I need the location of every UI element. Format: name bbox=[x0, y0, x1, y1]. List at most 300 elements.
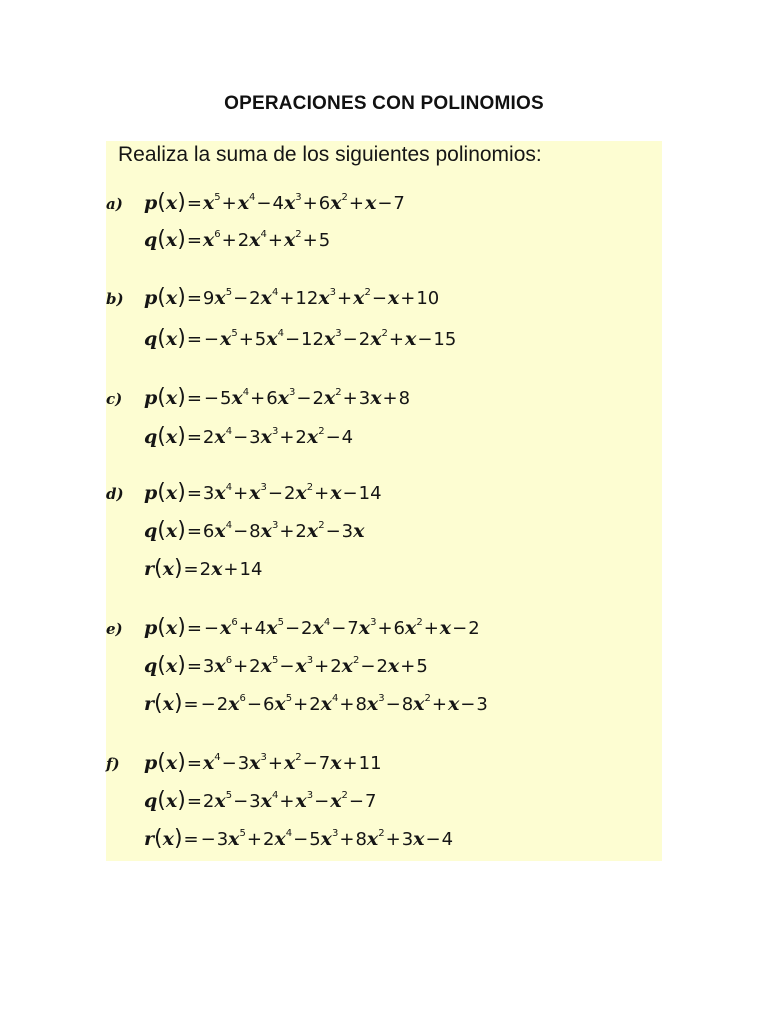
coefficient: 2 bbox=[330, 656, 342, 677]
exponent: 4 bbox=[225, 426, 233, 437]
variable: x bbox=[413, 828, 425, 850]
coefficient: 2 bbox=[199, 559, 212, 580]
open-paren: ( bbox=[157, 788, 166, 813]
variable: x bbox=[214, 655, 226, 677]
coefficient: 3 bbox=[202, 483, 215, 504]
exponent: 6 bbox=[239, 693, 246, 704]
operator: − bbox=[246, 694, 262, 715]
function-name: p bbox=[144, 482, 158, 504]
operator: − bbox=[452, 618, 468, 639]
coefficient: 4 bbox=[441, 829, 454, 850]
operator: + bbox=[233, 656, 249, 677]
variable: x bbox=[211, 558, 223, 580]
operator: + bbox=[246, 829, 262, 850]
close-paren: ) bbox=[177, 653, 186, 678]
exponent: 4 bbox=[271, 790, 279, 801]
open-paren: ( bbox=[157, 653, 166, 678]
close-paren: ) bbox=[177, 385, 186, 410]
close-paren: ) bbox=[177, 326, 186, 351]
exponent: 2 bbox=[381, 328, 388, 339]
equals-sign: = bbox=[186, 753, 202, 774]
exponent: 3 bbox=[271, 426, 279, 437]
coefficient: 4 bbox=[254, 618, 267, 639]
close-paren: ) bbox=[173, 826, 183, 851]
variable: x bbox=[249, 229, 261, 251]
operator: − bbox=[417, 329, 433, 350]
exponent: 4 bbox=[285, 828, 293, 839]
exponent: 5 bbox=[225, 287, 233, 298]
coefficient: 5 bbox=[309, 829, 321, 850]
operator: + bbox=[314, 483, 330, 504]
function-name: q bbox=[144, 790, 158, 812]
operator: − bbox=[460, 694, 476, 715]
variable: x bbox=[260, 655, 272, 677]
variable: x bbox=[365, 192, 377, 214]
coefficient: 7 bbox=[318, 753, 331, 774]
exponent: 2 bbox=[335, 387, 342, 398]
exercise-label: e) bbox=[106, 620, 123, 638]
variable: x bbox=[330, 790, 342, 812]
operator: + bbox=[223, 559, 239, 580]
variable: x bbox=[165, 752, 178, 774]
operator: − bbox=[221, 753, 237, 774]
operator: − bbox=[314, 791, 330, 812]
exponent: 4 bbox=[260, 229, 267, 240]
polynomial-q bbox=[144, 654, 428, 678]
coefficient: 6 bbox=[393, 618, 405, 639]
operator: − bbox=[348, 791, 364, 812]
coefficient: 3 bbox=[341, 521, 354, 542]
coefficient: 8 bbox=[249, 521, 261, 542]
coefficient: 2 bbox=[202, 427, 215, 448]
variable: x bbox=[266, 617, 278, 639]
operator: + bbox=[267, 230, 283, 251]
variable: x bbox=[274, 693, 286, 715]
variable: x bbox=[295, 482, 307, 504]
polynomial-r bbox=[144, 827, 453, 851]
close-paren: ) bbox=[177, 285, 186, 310]
coefficient: 4 bbox=[341, 427, 354, 448]
variable: x bbox=[165, 387, 178, 409]
variable: x bbox=[249, 482, 261, 504]
exponent: 3 bbox=[260, 482, 267, 493]
variable: x bbox=[283, 192, 296, 214]
function-name: q bbox=[144, 655, 158, 677]
operator: + bbox=[279, 427, 295, 448]
variable: x bbox=[439, 617, 452, 639]
equals-sign: = bbox=[183, 694, 199, 715]
operator: + bbox=[302, 230, 318, 251]
exponent: 2 bbox=[341, 192, 348, 203]
exponent: 3 bbox=[329, 287, 337, 298]
exponent: 2 bbox=[306, 482, 314, 493]
operator: + bbox=[238, 618, 254, 639]
polynomial-p bbox=[144, 616, 480, 640]
variable: x bbox=[306, 520, 319, 542]
function-name: q bbox=[144, 520, 158, 542]
exponent: 3 bbox=[295, 192, 302, 203]
function-name: p bbox=[144, 617, 158, 639]
variable: x bbox=[260, 790, 272, 812]
exponent: 4 bbox=[214, 752, 221, 763]
operator: − bbox=[203, 388, 219, 409]
operator: + bbox=[250, 388, 266, 409]
operator: + bbox=[302, 193, 318, 214]
coefficient: 7 bbox=[365, 791, 377, 812]
variable: x bbox=[228, 828, 240, 850]
exponent: 2 bbox=[352, 655, 360, 666]
operator: + bbox=[423, 618, 439, 639]
operator: − bbox=[331, 618, 347, 639]
coefficient: 2 bbox=[312, 388, 324, 409]
operator: + bbox=[339, 694, 355, 715]
equals-sign: = bbox=[186, 329, 202, 350]
coefficient: 2 bbox=[262, 829, 275, 850]
close-paren: ) bbox=[177, 518, 186, 543]
close-paren: ) bbox=[177, 227, 186, 252]
operator: − bbox=[233, 288, 249, 309]
variable: x bbox=[366, 693, 379, 715]
variable: x bbox=[295, 790, 307, 812]
coefficient: 6 bbox=[266, 388, 278, 409]
function-name: r bbox=[144, 558, 155, 580]
operator: − bbox=[325, 521, 341, 542]
operator: + bbox=[221, 230, 237, 251]
coefficient: 2 bbox=[216, 694, 229, 715]
close-paren: ) bbox=[177, 788, 186, 813]
coefficient: 2 bbox=[249, 656, 261, 677]
operator: + bbox=[400, 656, 416, 677]
operator: − bbox=[284, 329, 301, 350]
coefficient: 3 bbox=[249, 427, 261, 448]
equals-sign: = bbox=[186, 427, 202, 448]
operator: + bbox=[385, 829, 401, 850]
equals-sign: = bbox=[186, 656, 202, 677]
function-name: p bbox=[144, 387, 158, 409]
polynomial-p bbox=[144, 481, 382, 505]
polynomial-p bbox=[144, 191, 405, 215]
open-paren: ( bbox=[157, 480, 166, 505]
open-paren: ( bbox=[157, 615, 166, 640]
equals-sign: = bbox=[183, 559, 199, 580]
exponent: 3 bbox=[306, 790, 314, 801]
exponent: 5 bbox=[277, 617, 284, 628]
coefficient: 2 bbox=[237, 230, 250, 251]
exponent: 2 bbox=[318, 426, 325, 437]
equals-sign: = bbox=[186, 288, 202, 309]
close-paren: ) bbox=[177, 480, 186, 505]
variable: x bbox=[320, 693, 332, 715]
open-paren: ( bbox=[157, 227, 166, 252]
operator: − bbox=[385, 694, 401, 715]
variable: x bbox=[447, 693, 460, 715]
operator: + bbox=[342, 753, 358, 774]
variable: x bbox=[165, 617, 178, 639]
operator: − bbox=[360, 656, 376, 677]
function-name: q bbox=[144, 426, 158, 448]
variable: x bbox=[165, 287, 178, 309]
coefficient: 3 bbox=[249, 791, 261, 812]
variable: x bbox=[323, 328, 336, 350]
coefficient: 8 bbox=[398, 388, 411, 409]
variable: x bbox=[318, 287, 330, 309]
variable: x bbox=[165, 482, 178, 504]
open-paren: ( bbox=[157, 750, 166, 775]
operator: + bbox=[279, 521, 295, 542]
operator: + bbox=[400, 288, 416, 309]
exponent: 5 bbox=[231, 328, 238, 339]
variable: x bbox=[330, 192, 342, 214]
exponent: 3 bbox=[289, 387, 296, 398]
variable: x bbox=[370, 387, 382, 409]
exponent: 3 bbox=[378, 693, 385, 704]
variable: x bbox=[266, 328, 278, 350]
exponent: 2 bbox=[318, 520, 325, 531]
coefficient: 5 bbox=[318, 230, 331, 251]
open-paren: ( bbox=[157, 518, 166, 543]
exponent: 3 bbox=[332, 828, 339, 839]
exponent: 4 bbox=[323, 617, 331, 628]
coefficient: 2 bbox=[295, 521, 307, 542]
equals-sign: = bbox=[186, 230, 202, 251]
variable: x bbox=[165, 655, 178, 677]
variable: x bbox=[260, 426, 272, 448]
operator: + bbox=[221, 193, 237, 214]
variable: x bbox=[405, 617, 417, 639]
coefficient: 7 bbox=[393, 193, 405, 214]
operator: + bbox=[337, 288, 353, 309]
variable: x bbox=[260, 520, 272, 542]
polynomial-p bbox=[144, 386, 410, 410]
open-paren: ( bbox=[154, 826, 163, 851]
instruction-text: Realiza la suma de los siguientes polinomios: bbox=[118, 143, 542, 166]
coefficient: 3 bbox=[202, 656, 215, 677]
exponent: 6 bbox=[214, 229, 221, 240]
variable: x bbox=[366, 828, 379, 850]
operator: − bbox=[377, 193, 393, 214]
exponent: 2 bbox=[424, 693, 431, 704]
variable: x bbox=[295, 655, 307, 677]
coefficient: 2 bbox=[249, 288, 261, 309]
coefficient: 2 bbox=[468, 618, 480, 639]
equals-sign: = bbox=[186, 791, 202, 812]
open-paren: ( bbox=[154, 691, 163, 716]
operator: − bbox=[296, 388, 312, 409]
variable: x bbox=[165, 229, 178, 251]
polynomial-r bbox=[144, 692, 488, 716]
exponent: 4 bbox=[225, 520, 233, 531]
equals-sign: = bbox=[186, 483, 202, 504]
exponent: 4 bbox=[225, 482, 233, 493]
variable: x bbox=[306, 426, 319, 448]
operator: − bbox=[233, 427, 249, 448]
open-paren: ( bbox=[157, 285, 166, 310]
variable: x bbox=[165, 790, 178, 812]
exponent: 4 bbox=[249, 192, 256, 203]
operator: − bbox=[200, 829, 216, 850]
polynomial-q bbox=[144, 425, 353, 449]
variable: x bbox=[358, 617, 371, 639]
coefficient: 2 bbox=[301, 618, 313, 639]
variable: x bbox=[353, 287, 365, 309]
coefficient: 3 bbox=[237, 753, 250, 774]
operator: − bbox=[256, 193, 272, 214]
exponent: 5 bbox=[239, 828, 246, 839]
open-paren: ( bbox=[157, 424, 166, 449]
coefficient: 2 bbox=[202, 791, 215, 812]
open-paren: ( bbox=[157, 326, 166, 351]
operator: + bbox=[382, 388, 398, 409]
exponent: 3 bbox=[335, 328, 342, 339]
operator: − bbox=[203, 618, 219, 639]
variable: x bbox=[214, 790, 226, 812]
variable: x bbox=[370, 328, 382, 350]
exponent: 4 bbox=[277, 328, 284, 339]
coefficient: 3 bbox=[358, 388, 371, 409]
close-paren: ) bbox=[177, 615, 186, 640]
close-paren: ) bbox=[177, 190, 186, 215]
operator: − bbox=[371, 288, 387, 309]
operator: + bbox=[279, 791, 295, 812]
operator: − bbox=[279, 656, 295, 677]
exponent: 5 bbox=[214, 192, 221, 203]
variable: x bbox=[165, 328, 178, 350]
polynomial-r bbox=[144, 557, 262, 581]
operator: − bbox=[200, 694, 216, 715]
variable: x bbox=[214, 426, 226, 448]
variable: x bbox=[277, 387, 290, 409]
exercise-label: b) bbox=[106, 290, 124, 308]
exponent: 2 bbox=[416, 617, 423, 628]
operator: + bbox=[267, 753, 283, 774]
operator: − bbox=[342, 329, 358, 350]
open-paren: ( bbox=[157, 385, 166, 410]
exponent: 3 bbox=[370, 617, 377, 628]
operator: + bbox=[238, 329, 254, 350]
exponent: 4 bbox=[271, 287, 279, 298]
coefficient: 2 bbox=[309, 694, 321, 715]
variable: x bbox=[165, 426, 178, 448]
coefficient: 10 bbox=[416, 288, 440, 309]
variable: x bbox=[231, 387, 243, 409]
variable: x bbox=[249, 752, 261, 774]
variable: x bbox=[320, 828, 332, 850]
variable: x bbox=[214, 482, 226, 504]
coefficient: 2 bbox=[295, 427, 307, 448]
polynomial-q bbox=[144, 519, 364, 543]
exponent: 6 bbox=[225, 655, 233, 666]
polynomial-p bbox=[144, 751, 382, 775]
coefficient: 8 bbox=[355, 829, 367, 850]
function-name: p bbox=[144, 192, 158, 214]
equals-sign: = bbox=[183, 829, 199, 850]
exercise-label: a) bbox=[106, 195, 123, 213]
coefficient: 6 bbox=[262, 694, 275, 715]
operator: − bbox=[233, 521, 249, 542]
polynomial-q bbox=[144, 327, 456, 351]
coefficient: 4 bbox=[272, 193, 284, 214]
operator: + bbox=[339, 829, 355, 850]
operator: − bbox=[425, 829, 441, 850]
coefficient: 12 bbox=[301, 329, 324, 350]
exponent: 2 bbox=[378, 828, 385, 839]
exponent: 2 bbox=[364, 287, 371, 298]
exponent: 4 bbox=[242, 387, 250, 398]
operator: + bbox=[279, 288, 295, 309]
exercise-label: d) bbox=[106, 485, 124, 503]
variable: x bbox=[165, 192, 178, 214]
operator: − bbox=[293, 829, 309, 850]
variable: x bbox=[274, 828, 286, 850]
close-paren: ) bbox=[173, 691, 183, 716]
variable: x bbox=[165, 520, 178, 542]
exercise-label: f) bbox=[106, 755, 120, 773]
variable: x bbox=[353, 520, 365, 542]
exponent: 2 bbox=[295, 752, 302, 763]
polynomial-p bbox=[144, 286, 439, 310]
coefficient: 6 bbox=[318, 193, 331, 214]
close-paren: ) bbox=[177, 424, 186, 449]
coefficient: 15 bbox=[433, 329, 457, 350]
variable: x bbox=[220, 328, 232, 350]
coefficient: 3 bbox=[401, 829, 414, 850]
variable: x bbox=[202, 192, 215, 214]
variable: x bbox=[330, 482, 342, 504]
exponent: 4 bbox=[332, 693, 339, 704]
variable: x bbox=[162, 828, 174, 850]
operator: + bbox=[348, 193, 364, 214]
variable: x bbox=[413, 693, 425, 715]
variable: x bbox=[214, 287, 226, 309]
variable: x bbox=[202, 229, 215, 251]
function-name: p bbox=[144, 752, 158, 774]
operator: − bbox=[325, 427, 341, 448]
coefficient: 11 bbox=[358, 753, 382, 774]
equals-sign: = bbox=[186, 193, 202, 214]
variable: x bbox=[202, 752, 215, 774]
variable: x bbox=[330, 752, 342, 774]
operator: + bbox=[293, 694, 309, 715]
equals-sign: = bbox=[186, 521, 202, 542]
coefficient: 3 bbox=[216, 829, 229, 850]
variable: x bbox=[237, 192, 250, 214]
variable: x bbox=[283, 229, 296, 251]
operator: + bbox=[342, 388, 358, 409]
variable: x bbox=[341, 655, 353, 677]
page-title: OPERACIONES CON POLINOMIOS bbox=[224, 93, 544, 114]
exponent: 3 bbox=[260, 752, 267, 763]
coefficient: 12 bbox=[295, 288, 319, 309]
exponent: 2 bbox=[295, 229, 302, 240]
function-name: r bbox=[144, 828, 155, 850]
coefficient: 7 bbox=[347, 618, 359, 639]
exercise-box bbox=[106, 141, 662, 861]
coefficient: 9 bbox=[202, 288, 215, 309]
variable: x bbox=[387, 287, 400, 309]
coefficient: 8 bbox=[355, 694, 367, 715]
close-paren: ) bbox=[177, 750, 186, 775]
open-paren: ( bbox=[157, 190, 166, 215]
equals-sign: = bbox=[186, 388, 202, 409]
exponent: 6 bbox=[231, 617, 238, 628]
close-paren: ) bbox=[173, 556, 183, 581]
operator: − bbox=[302, 753, 318, 774]
exponent: 2 bbox=[341, 790, 348, 801]
coefficient: 2 bbox=[283, 483, 296, 504]
variable: x bbox=[228, 693, 240, 715]
function-name: r bbox=[144, 693, 155, 715]
variable: x bbox=[214, 520, 226, 542]
